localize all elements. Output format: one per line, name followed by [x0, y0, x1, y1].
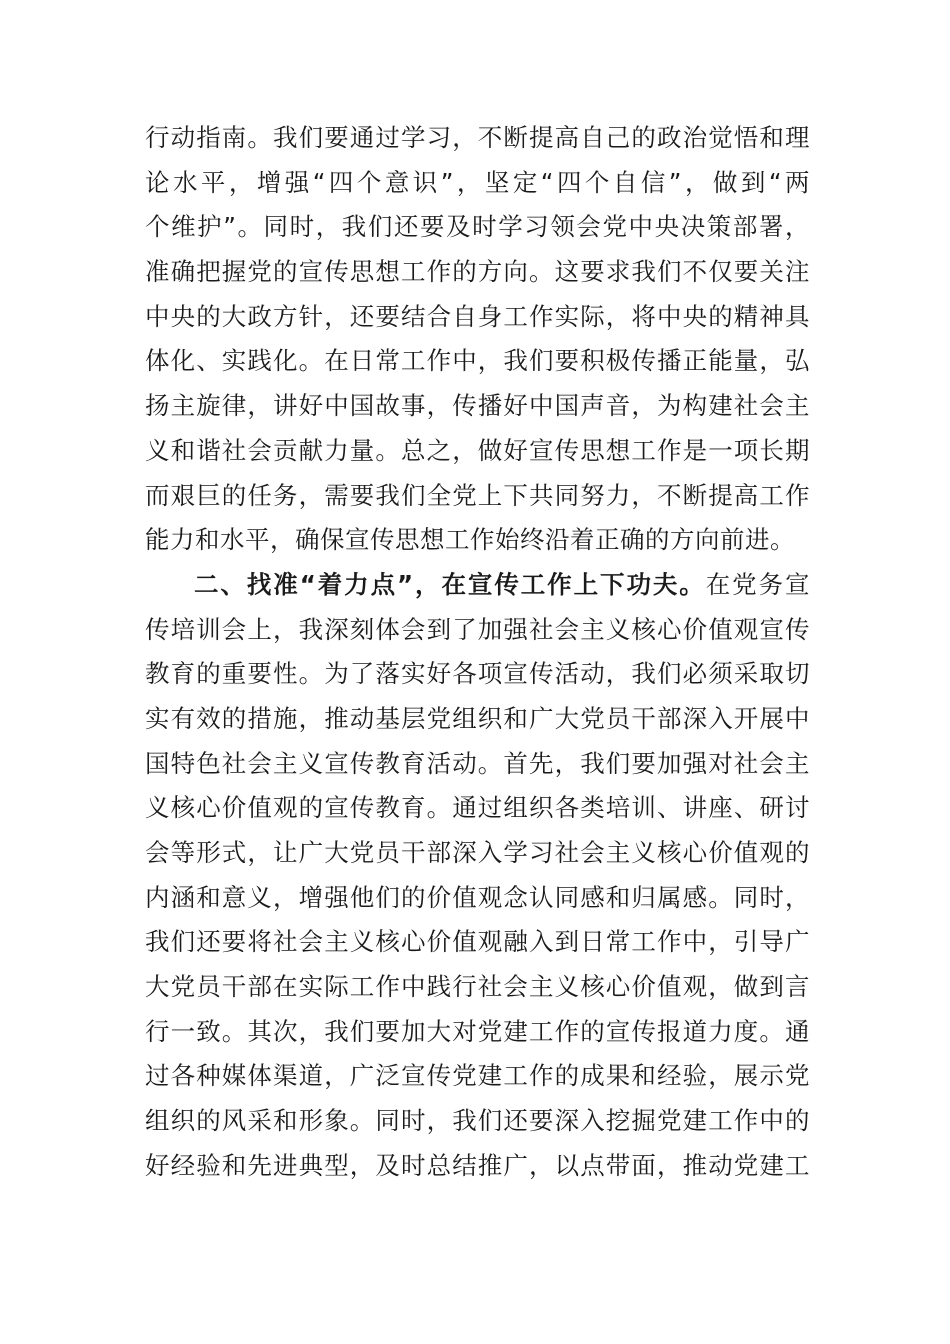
- paragraph-1: [145, 116, 810, 563]
- text-line: 教育的重要性。为了落实好各项宣传活动，我们必须采取切: [145, 659, 810, 689]
- text-line: 国特色社会主义宣传教育活动。首先，我们要加强对社会主: [145, 748, 810, 778]
- text-line: 个维护”。同时，我们还要及时学习领会党中央决策部署，: [145, 212, 810, 242]
- text-line: 好经验和先进典型，及时总结推广，以点带面，推动党建工: [145, 1150, 810, 1180]
- text-line: 大党员干部在实际工作中践行社会主义核心价值观，做到言: [145, 972, 810, 1002]
- text-line: 组织的风采和形象。同时，我们还要深入挖掘党建工作中的: [145, 1106, 810, 1136]
- text-line: 能力和水平，确保宣传思想工作始终沿着正确的方向前进。: [145, 525, 795, 555]
- text-line: 中央的大政方针，还要结合自身工作实际，将中央的精神具: [145, 301, 810, 331]
- document-body: [145, 116, 810, 1189]
- text-line: 义和谐社会贡献力量。总之，做好宣传思想工作是一项长期: [145, 435, 810, 465]
- section-heading-line: [145, 563, 810, 608]
- text-line: 行动指南。我们要通过学习，不断提高自己的政治觉悟和理: [145, 123, 810, 152]
- text-line: 义核心价值观的宣传教育。通过组织各类培训、讲座、研讨: [145, 793, 810, 823]
- text-line: 我们还要将社会主义核心价值观融入到日常工作中，引导广: [145, 927, 810, 957]
- text-line: 论水平，增强“四个意识”，坚定“四个自信”，做到“两: [145, 167, 810, 197]
- text-line: 行一致。其次，我们要加大对党建工作的宣传报道力度。通: [145, 1016, 810, 1046]
- text-line: 准确把握党的宣传思想工作的方向。这要求我们不仅要关注: [145, 257, 810, 287]
- text-line: 会等形式，让广大党员干部深入学习社会主义核心价值观的: [145, 838, 810, 867]
- paragraph-2: [145, 563, 810, 1189]
- section-heading-continuation: 在党务宣: [705, 569, 811, 599]
- text-line: 过各种媒体渠道，广泛宣传党建工作的成果和经验，展示党: [145, 1061, 810, 1091]
- text-line: 而艰巨的任务，需要我们全党上下共同努力，不断提高工作: [145, 480, 810, 510]
- text-line: 实有效的措施，推动基层党组织和广大党员干部深入开展中: [145, 703, 810, 733]
- text-line: 体化、实践化。在日常工作中，我们要积极传播正能量，弘: [145, 346, 810, 376]
- text-line: 扬主旋律，讲好中国故事，传播好中国声音，为构建社会主: [145, 391, 810, 421]
- text-line: 传培训会上，我深刻体会到了加强社会主义核心价值观宣传: [145, 614, 810, 644]
- text-line: 内涵和意义，增强他们的价值观念认同感和归属感。同时，: [145, 882, 810, 912]
- section-heading: 二、找准“着力点”，在宣传工作上下功夫。: [194, 569, 706, 599]
